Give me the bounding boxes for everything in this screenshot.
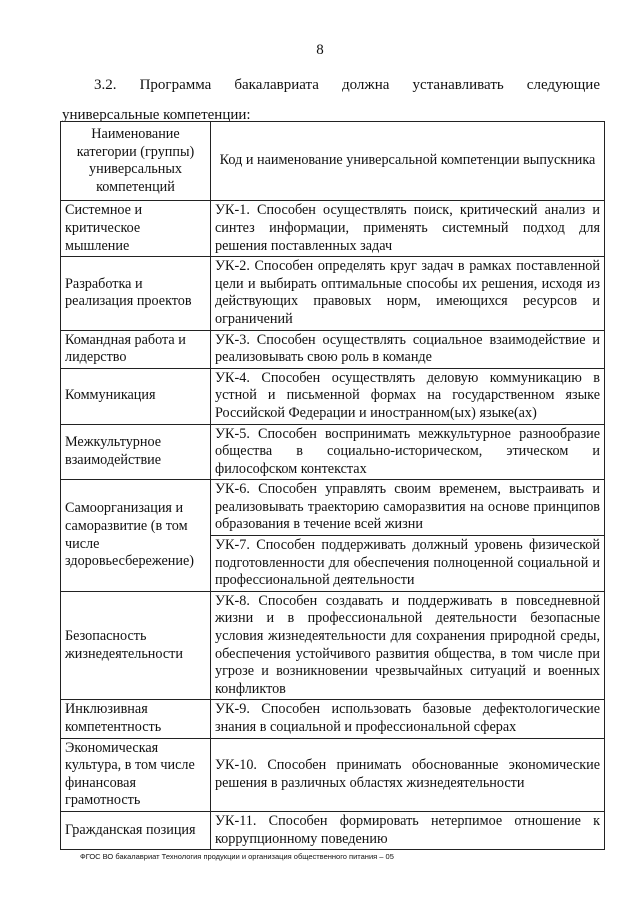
category-cell: Разработка и реализация проектов <box>61 257 211 330</box>
table-row <box>61 591 605 700</box>
competency-cell: УК-5. Способен воспринимать межкультурное разнообразие общества в социально-историческом, этическом и философском контекстах <box>211 424 605 480</box>
category-cell: Межкультурное взаимодействие <box>61 424 211 480</box>
competencies-table <box>60 121 605 850</box>
competency-cell: УК-9. Способен использовать базовые дефектологические знания в социальной и профессиональной сферах <box>211 700 605 738</box>
category-cell: Гражданская позиция <box>61 811 211 849</box>
competency-cell: УК-10. Способен принимать обоснованные экономические решения в различных областях жизнедеятельности <box>211 738 605 811</box>
competency-cell: УК-2. Способен определять круг задач в рамках поставленной цели и выбирать оптимальные способы их решения, исходя из действующих правовых норм, имеющихся ресурсов и ограничений <box>211 257 605 330</box>
intro-word: устанавливать <box>412 77 504 93</box>
table-row <box>61 257 605 330</box>
competency-cell: УК-3. Способен осуществлять социальное взаимодействие и реализовывать свою роль в команде <box>211 330 605 368</box>
competency-cell: УК-4. Способен осуществлять деловую коммуникацию в устной и письменной формах на государственном языке Российской Федерации и иностранном(ых) языке(ах) <box>211 368 605 424</box>
table-body <box>61 201 605 850</box>
table-row <box>61 201 605 257</box>
intro-word: должна <box>341 77 390 93</box>
header-code: Код и наименование универсальной компетенции выпускника <box>211 122 605 201</box>
header-category: Наименование категории (группы) универсальных компетенций <box>61 122 211 201</box>
competency-cell: УК-11. Способен формировать нетерпимое отношение к коррупционному поведению <box>211 811 605 849</box>
table-row <box>61 700 605 738</box>
intro-word: 3.2. <box>94 77 117 93</box>
competency-cell: УК-8. Способен создавать и поддерживать в повседневной жизни и в профессиональной деятельности безопасные условия жизнедеятельности для сохранения природной среды, обеспечения устойчивого развития общества, в том числе при угрозе и возникновении чрезвычайных ситуаций и военных конфликтов <box>211 591 605 700</box>
category-cell: Безопасность жизнедеятельности <box>61 591 211 700</box>
category-cell: Инклюзивная компетентность <box>61 700 211 738</box>
table-row <box>61 480 605 536</box>
table-row <box>61 424 605 480</box>
category-cell: Коммуникация <box>61 368 211 424</box>
category-cell: Самоорганизация и саморазвитие (в том числе здоровьесбережение) <box>61 480 211 592</box>
intro-word: Программа <box>139 77 212 93</box>
competency-cell: УК-7. Способен поддерживать должный уровень физической подготовленности для обеспечения полноценной социальной и профессиональной деятельности <box>211 536 605 592</box>
intro-line-1 <box>62 70 600 100</box>
category-cell: Системное и критическое мышление <box>61 201 211 257</box>
competency-cell: УК-6. Способен управлять своим временем, выстраивать и реализовывать траекторию саморазвития на основе принципов образования в течение всей жизни <box>211 480 605 536</box>
table-row <box>61 811 605 849</box>
table-header-row <box>61 122 605 201</box>
table-row <box>61 738 605 811</box>
page-footer: ФГОС ВО бакалавриат Технология продукции и организация общественного питания – 05 <box>80 852 394 861</box>
intro-line-2: универсальные компетенции: <box>62 107 251 123</box>
category-cell: Экономическая культура, в том числе финансовая грамотность <box>61 738 211 811</box>
table-row <box>61 330 605 368</box>
page-number: 8 <box>316 42 324 58</box>
competency-cell: УК-1. Способен осуществлять поиск, критический анализ и синтез информации, применять системный подход для решения поставленных задач <box>211 201 605 257</box>
table-row <box>61 368 605 424</box>
category-cell: Командная работа и лидерство <box>61 330 211 368</box>
intro-word: следующие <box>526 77 600 93</box>
intro-word: бакалавриата <box>234 77 319 93</box>
